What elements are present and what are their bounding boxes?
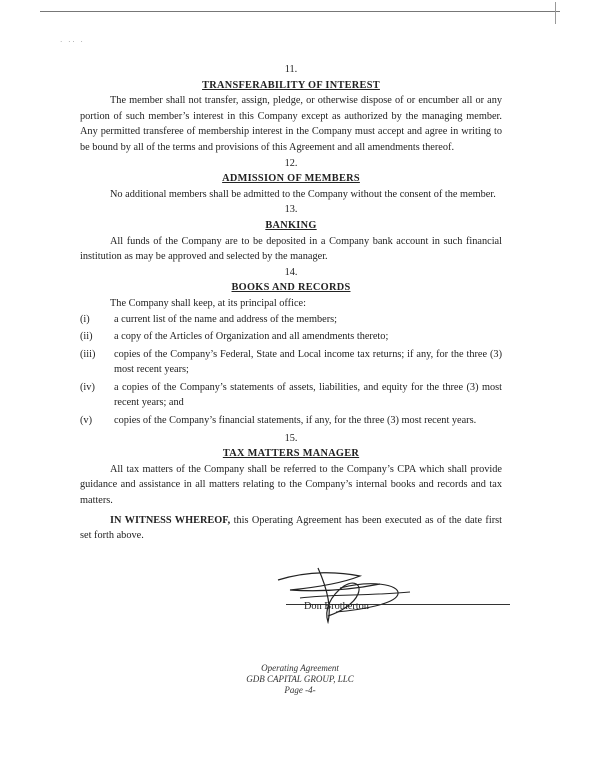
list-marker: (iii) — [80, 348, 96, 360]
footer-doc-title: Operating Agreement — [261, 663, 339, 673]
section-paragraph: The member shall not transfer, assign, pledge, or otherwise dispose of or encumber all or any portion of such member’s interest in this Company except as authorized by the managing member. Any permitted transferee of membership interest in the Company must accept and agree in writing to be bound by all of the terms and provisions of this Agreement and all amendments thereof. — [80, 95, 502, 153]
document-body — [80, 62, 502, 544]
signatory-name: Don Brotherton — [304, 601, 369, 612]
section-number: 11. — [284, 64, 298, 75]
witness-clause — [80, 513, 502, 544]
section-intro: The Company shall keep, at its principal office: — [110, 297, 306, 309]
list-item — [80, 380, 502, 411]
list-marker: (i) — [80, 313, 90, 325]
section-paragraph: All funds of the Company are to be deposited in a Company bank account in such financial institution as may be approved and selected by the manager. — [80, 235, 502, 263]
witness-lead: IN WITNESS WHEREOF, — [110, 514, 231, 526]
page-footer — [0, 663, 600, 696]
list-text: copies of the Company’s Federal, State and Local income tax returns; if any, for the three (3) most recent years; — [114, 348, 502, 376]
list-marker: (v) — [80, 415, 93, 427]
page-edge-mark — [555, 2, 566, 24]
records-list — [80, 312, 502, 429]
footer-company: GDB CAPITAL GROUP, LLC — [246, 674, 354, 684]
handwritten-signature — [270, 566, 520, 628]
list-text: a current list of the name and address of the members; — [114, 313, 338, 325]
section-heading: TRANSFERABILITY OF INTEREST — [202, 79, 380, 91]
list-item — [80, 312, 502, 328]
section-heading: BANKING — [265, 219, 317, 231]
list-item — [80, 413, 502, 429]
section-number: 13. — [284, 204, 298, 216]
list-text: copies of the Company’s financial statements, if any, for the three (3) most recent years. — [114, 415, 477, 427]
list-item — [80, 347, 502, 378]
list-text: a copies of the Company’s statements of assets, liabilities, and equity for the three (3) most recent years; and — [114, 381, 502, 409]
section-paragraph: No additional members shall be admitted to the Company without the consent of the member. — [110, 188, 496, 200]
list-text: a copy of the Articles of Organization and all amendments thereto; — [114, 331, 389, 343]
section-heading: BOOKS AND RECORDS — [231, 282, 351, 294]
section-heading: TAX MATTERS MANAGER — [222, 448, 360, 460]
signature-block — [270, 566, 520, 628]
section-number: 15. — [284, 432, 298, 444]
footer-page-number: Page -4- — [284, 685, 316, 695]
section-heading: ADMISSION OF MEMBERS — [222, 173, 360, 185]
list-marker: (ii) — [80, 331, 93, 343]
witness-rest: this Operating Agreement has been executed as of the date first set forth above. — [80, 514, 502, 542]
section-number: 12. — [284, 157, 298, 169]
section-paragraph: All tax matters of the Company shall be referred to the Company’s CPA which shall provide guidance and assistance in all matters relating to the Company’s internal books and records and tax matters. — [80, 463, 502, 507]
section-number: 14. — [284, 266, 298, 278]
scan-speckle: · ·· · — [60, 38, 85, 46]
list-marker: (iv) — [80, 381, 95, 393]
top-border-line — [40, 11, 560, 12]
list-item — [80, 329, 502, 345]
